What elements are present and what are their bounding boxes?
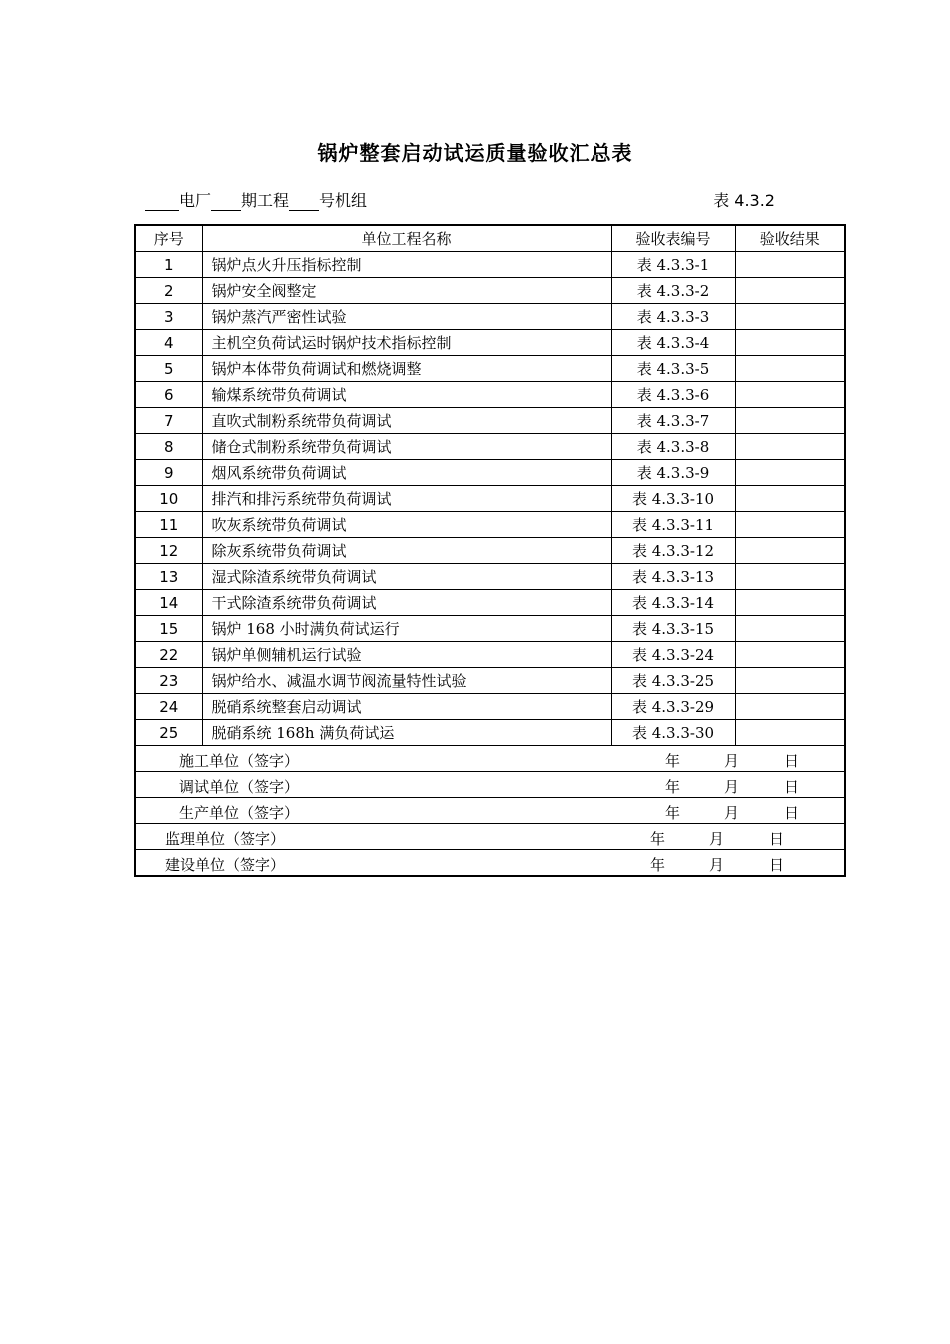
row-serial-number: 10	[135, 486, 202, 512]
table-row	[135, 668, 845, 694]
row-acceptance-result-cell[interactable]	[735, 330, 845, 356]
row-acceptance-form-number: 表 4.3.3-2	[611, 278, 735, 304]
table-number: 表 4.3.2	[713, 191, 775, 210]
plant-name-blank[interactable]	[145, 192, 179, 211]
row-acceptance-result-cell[interactable]	[735, 668, 845, 694]
signature-cell[interactable]	[135, 824, 845, 850]
row-acceptance-form-number: 表 4.3.3-3	[611, 304, 735, 330]
row-acceptance-result-cell[interactable]	[735, 408, 845, 434]
header-unit-project-name: 单位工程名称	[202, 225, 611, 252]
table-row	[135, 642, 845, 668]
table-row	[135, 330, 845, 356]
signature-month: 月	[709, 856, 725, 874]
row-acceptance-form-number: 表 4.3.3-15	[611, 616, 735, 642]
signature-label: 建设单位（签字）	[165, 856, 286, 874]
row-acceptance-form-number: 表 4.3.3-7	[611, 408, 735, 434]
row-acceptance-form-number: 表 4.3.3-5	[611, 356, 735, 382]
row-serial-number: 14	[135, 590, 202, 616]
document-title: 锅炉整套启动试运质量验收汇总表	[317, 141, 633, 165]
row-unit-project-name: 锅炉本体带负荷调试和燃烧调整	[202, 356, 611, 382]
project-info-line	[145, 188, 775, 212]
row-serial-number: 22	[135, 642, 202, 668]
signature-cell[interactable]	[135, 772, 845, 798]
row-serial-number: 4	[135, 330, 202, 356]
row-unit-project-name: 直吹式制粉系统带负荷调试	[202, 408, 611, 434]
row-acceptance-result-cell[interactable]	[735, 642, 845, 668]
row-serial-number: 12	[135, 538, 202, 564]
table-row	[135, 538, 845, 564]
row-serial-number: 2	[135, 278, 202, 304]
signature-day: 日	[784, 804, 800, 822]
signature-year: 年	[650, 856, 666, 874]
signature-cell[interactable]	[135, 798, 845, 824]
row-acceptance-form-number: 表 4.3.3-13	[611, 564, 735, 590]
header-acceptance-form-number: 验收表编号	[611, 225, 735, 252]
row-acceptance-result-cell[interactable]	[735, 564, 845, 590]
row-unit-project-name: 输煤系统带负荷调试	[202, 382, 611, 408]
row-serial-number: 8	[135, 434, 202, 460]
row-unit-project-name: 干式除渣系统带负荷调试	[202, 590, 611, 616]
table-row	[135, 252, 845, 278]
row-serial-number: 6	[135, 382, 202, 408]
row-serial-number: 9	[135, 460, 202, 486]
table-row	[135, 616, 845, 642]
acceptance-summary-table	[134, 224, 846, 877]
phase-suffix: 期工程	[241, 191, 290, 210]
row-serial-number: 13	[135, 564, 202, 590]
row-acceptance-result-cell[interactable]	[735, 460, 845, 486]
row-acceptance-result-cell[interactable]	[735, 694, 845, 720]
row-acceptance-form-number: 表 4.3.3-11	[611, 512, 735, 538]
signature-month: 月	[724, 752, 740, 770]
row-acceptance-form-number: 表 4.3.3-9	[611, 460, 735, 486]
table-row	[135, 408, 845, 434]
table-row	[135, 460, 845, 486]
row-serial-number: 23	[135, 668, 202, 694]
row-serial-number: 5	[135, 356, 202, 382]
signature-cell[interactable]	[135, 746, 845, 772]
phase-blank[interactable]	[211, 192, 241, 211]
row-unit-project-name: 锅炉 168 小时满负荷试运行	[202, 616, 611, 642]
signature-day: 日	[769, 830, 785, 848]
table-row	[135, 512, 845, 538]
row-acceptance-result-cell[interactable]	[735, 356, 845, 382]
row-acceptance-result-cell[interactable]	[735, 486, 845, 512]
row-unit-project-name: 锅炉蒸汽严密性试验	[202, 304, 611, 330]
row-acceptance-form-number: 表 4.3.3-25	[611, 668, 735, 694]
signature-day: 日	[784, 752, 800, 770]
table-row	[135, 434, 845, 460]
row-unit-project-name: 储仓式制粉系统带负荷调试	[202, 434, 611, 460]
signature-year: 年	[665, 752, 681, 770]
row-unit-project-name: 锅炉点火升压指标控制	[202, 252, 611, 278]
table-row	[135, 278, 845, 304]
header-serial-number: 序号	[135, 225, 202, 252]
row-unit-project-name: 主机空负荷试运时锅炉技术指标控制	[202, 330, 611, 356]
unit-number-blank[interactable]	[289, 192, 319, 211]
signature-month: 月	[724, 778, 740, 796]
plant-suffix: 电厂	[179, 191, 212, 210]
signature-row	[135, 824, 845, 850]
row-unit-project-name: 湿式除渣系统带负荷调试	[202, 564, 611, 590]
table-row	[135, 356, 845, 382]
row-acceptance-form-number: 表 4.3.3-6	[611, 382, 735, 408]
row-acceptance-result-cell[interactable]	[735, 382, 845, 408]
unit-suffix: 号机组	[319, 191, 368, 210]
table-row	[135, 486, 845, 512]
table-header-row	[135, 225, 845, 252]
row-serial-number: 11	[135, 512, 202, 538]
row-acceptance-form-number: 表 4.3.3-24	[611, 642, 735, 668]
signature-month: 月	[724, 804, 740, 822]
signature-day: 日	[784, 778, 800, 796]
row-acceptance-form-number: 表 4.3.3-8	[611, 434, 735, 460]
row-unit-project-name: 锅炉给水、减温水调节阀流量特性试验	[202, 668, 611, 694]
row-acceptance-result-cell[interactable]	[735, 616, 845, 642]
signature-year: 年	[665, 778, 681, 796]
signature-row	[135, 772, 845, 798]
row-unit-project-name: 排汽和排污系统带负荷调试	[202, 486, 611, 512]
row-acceptance-form-number: 表 4.3.3-14	[611, 590, 735, 616]
row-serial-number: 15	[135, 616, 202, 642]
row-unit-project-name: 锅炉安全阀整定	[202, 278, 611, 304]
row-unit-project-name: 锅炉单侧辅机运行试验	[202, 642, 611, 668]
row-acceptance-result-cell[interactable]	[735, 304, 845, 330]
signature-month: 月	[709, 830, 725, 848]
header-acceptance-result: 验收结果	[735, 225, 845, 252]
row-acceptance-result-cell[interactable]	[735, 278, 845, 304]
table-row	[135, 694, 845, 720]
row-acceptance-result-cell[interactable]	[735, 512, 845, 538]
row-acceptance-form-number: 表 4.3.3-10	[611, 486, 735, 512]
table-row	[135, 590, 845, 616]
signature-label: 施工单位（签字）	[179, 752, 300, 770]
row-acceptance-result-cell[interactable]	[735, 590, 845, 616]
table-row	[135, 304, 845, 330]
signature-year: 年	[650, 830, 666, 848]
signature-row	[135, 850, 845, 877]
row-acceptance-result-cell[interactable]	[735, 252, 845, 278]
row-acceptance-form-number: 表 4.3.3-4	[611, 330, 735, 356]
signature-row	[135, 798, 845, 824]
row-serial-number: 3	[135, 304, 202, 330]
row-acceptance-form-number: 表 4.3.3-30	[611, 720, 735, 746]
row-acceptance-result-cell[interactable]	[735, 720, 845, 746]
signature-label: 监理单位（签字）	[165, 830, 286, 848]
row-acceptance-form-number: 表 4.3.3-29	[611, 694, 735, 720]
row-acceptance-result-cell[interactable]	[735, 538, 845, 564]
row-acceptance-form-number: 表 4.3.3-1	[611, 252, 735, 278]
table-row	[135, 382, 845, 408]
row-serial-number: 7	[135, 408, 202, 434]
signature-year: 年	[665, 804, 681, 822]
signature-label: 生产单位（签字）	[179, 804, 300, 822]
row-acceptance-form-number: 表 4.3.3-12	[611, 538, 735, 564]
signature-cell[interactable]	[135, 850, 845, 877]
signature-day: 日	[769, 856, 785, 874]
row-unit-project-name: 脱硝系统整套启动调试	[202, 694, 611, 720]
row-acceptance-result-cell[interactable]	[735, 434, 845, 460]
table-row	[135, 564, 845, 590]
signature-label: 调试单位（签字）	[179, 778, 300, 796]
row-serial-number: 1	[135, 252, 202, 278]
row-unit-project-name: 除灰系统带负荷调试	[202, 538, 611, 564]
signature-row	[135, 746, 845, 772]
row-unit-project-name: 烟风系统带负荷调试	[202, 460, 611, 486]
row-serial-number: 24	[135, 694, 202, 720]
row-unit-project-name: 脱硝系统 168h 满负荷试运	[202, 720, 611, 746]
row-serial-number: 25	[135, 720, 202, 746]
table-row	[135, 720, 845, 746]
row-unit-project-name: 吹灰系统带负荷调试	[202, 512, 611, 538]
